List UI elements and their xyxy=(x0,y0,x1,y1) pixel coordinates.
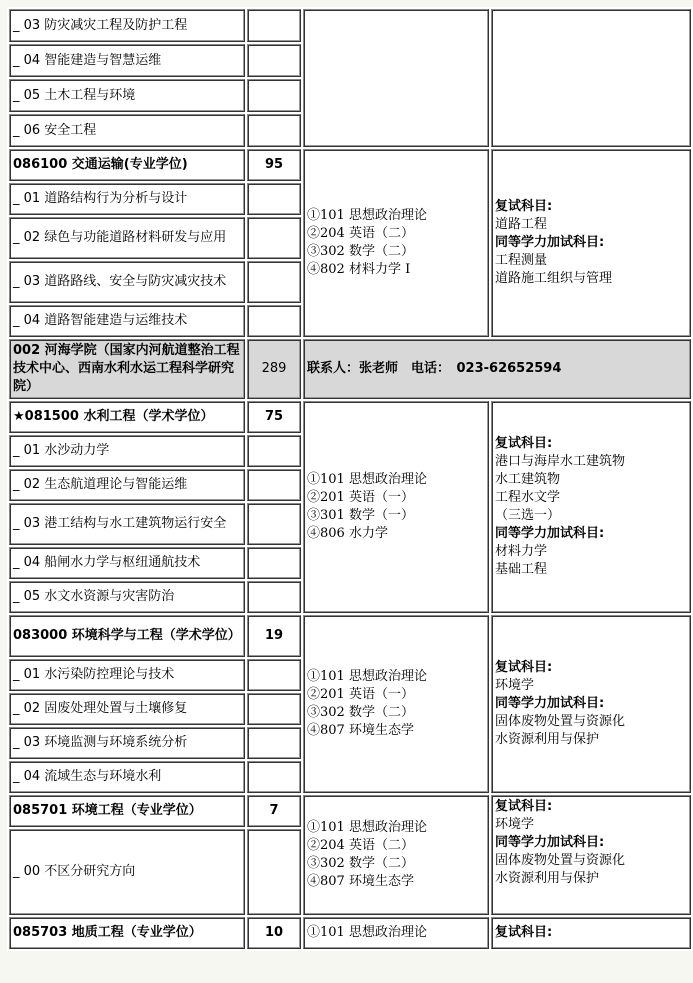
exam-subject: ③301 数学（一） xyxy=(307,508,414,523)
direction-cell: _ 03 港工结构与水工建筑物运行安全 xyxy=(9,503,245,545)
quota-cell xyxy=(247,581,301,613)
exam-subjects-cell xyxy=(303,9,489,147)
major-quota: 7 xyxy=(247,795,301,827)
direction-cell: _ 01 水污染防控理论与技术 xyxy=(9,659,245,691)
retest-cell xyxy=(491,917,691,949)
major-quota: 10 xyxy=(247,917,301,949)
retest-cell xyxy=(491,9,691,147)
major-quota: 19 xyxy=(247,615,301,657)
quota-cell xyxy=(247,761,301,793)
direction-cell: _ 03 道路路线、安全与防灾减灾技术 xyxy=(9,261,245,303)
college-quota: 289 xyxy=(247,339,301,399)
admissions-table xyxy=(7,7,693,951)
retest-cell xyxy=(491,795,691,915)
extra-label: 同等学力加试科目: xyxy=(495,835,605,850)
retest-cell xyxy=(491,401,691,613)
exam-subject: ②201 英语（一） xyxy=(307,687,414,702)
exam-subjects-cell xyxy=(303,149,489,337)
extra-subject: 工程测量 xyxy=(495,253,548,268)
retest-label: 复试科目: xyxy=(495,799,553,814)
quota-cell xyxy=(247,217,301,259)
major-name: 085701 环境工程（专业学位） xyxy=(9,795,245,827)
major-name: 086100 交通运输(专业学位) xyxy=(9,149,245,181)
exam-subjects-cell xyxy=(303,795,489,915)
direction-cell: _ 05 水文水资源与灾害防治 xyxy=(9,581,245,613)
exam-subject: ①101 思想政治理论 xyxy=(307,669,427,684)
direction-cell: _ 04 船闸水力学与枢纽通航技术 xyxy=(9,547,245,579)
direction-cell: _ 06 安全工程 xyxy=(9,114,245,147)
exam-subjects-cell xyxy=(303,917,489,949)
direction-cell: _ 03 防灾减灾工程及防护工程 xyxy=(9,9,245,42)
extra-subject: 水资源利用与保护 xyxy=(495,871,600,886)
extra-subject: 基础工程 xyxy=(495,562,548,577)
retest-subject: 水工建筑物 xyxy=(495,472,561,487)
direction-cell: _ 00 不区分研究方向 xyxy=(9,829,245,915)
direction-cell: _ 04 流域生态与环境水利 xyxy=(9,761,245,793)
quota-cell xyxy=(247,727,301,759)
quota-cell xyxy=(247,693,301,725)
retest-subject: 环境学 xyxy=(495,817,535,832)
direction-cell: _ 02 固废处理处置与土壤修复 xyxy=(9,693,245,725)
major-quota: 95 xyxy=(247,149,301,181)
exam-subject: ①101 思想政治理论 xyxy=(307,208,427,223)
retest-subject: 港口与海岸水工建筑物 xyxy=(495,454,626,469)
exam-subjects-cell xyxy=(303,401,489,613)
retest-label: 复试科目: xyxy=(495,436,553,451)
extra-label: 同等学力加试科目: xyxy=(495,526,605,541)
retest-subject: （三选一） xyxy=(495,508,561,523)
retest-subject: 道路工程 xyxy=(495,217,548,232)
college-contact: 联系人：张老师 电话： 023-62652594 xyxy=(303,339,691,399)
retest-subject: 工程水文学 xyxy=(495,490,561,505)
retest-cell xyxy=(491,149,691,337)
exam-subject: ④807 环境生态学 xyxy=(307,723,414,738)
direction-cell: _ 05 土木工程与环境 xyxy=(9,79,245,112)
exam-subject: ③302 数学（二） xyxy=(307,705,414,720)
direction-cell: _ 04 道路智能建造与运维技术 xyxy=(9,305,245,337)
exam-subject: ④802 材料力学 I xyxy=(307,262,411,277)
college-name: 002 河海学院（国家内河航道整治工程技术中心、西南水利水运工程科学研究院） xyxy=(9,339,245,399)
extra-label: 同等学力加试科目: xyxy=(495,696,605,711)
direction-cell: _ 01 道路结构行为分析与设计 xyxy=(9,183,245,215)
exam-subject: ③302 数学（二） xyxy=(307,856,414,871)
exam-subject: ②204 英语（二） xyxy=(307,226,414,241)
quota-cell xyxy=(247,547,301,579)
extra-subject: 水资源利用与保护 xyxy=(495,732,600,747)
quota-cell xyxy=(247,659,301,691)
extra-subject: 材料力学 xyxy=(495,544,548,559)
direction-cell: _ 01 水沙动力学 xyxy=(9,435,245,467)
extra-label: 同等学力加试科目: xyxy=(495,235,605,250)
quota-cell xyxy=(247,305,301,337)
quota-cell xyxy=(247,114,301,147)
retest-cell xyxy=(491,615,691,793)
major-name: 083000 环境科学与工程（学术学位） xyxy=(9,615,245,657)
quota-cell xyxy=(247,183,301,215)
extra-subject: 固体废物处置与资源化 xyxy=(495,853,626,868)
quota-cell xyxy=(247,503,301,545)
quota-cell xyxy=(247,44,301,77)
exam-subject: ④806 水力学 xyxy=(307,526,388,541)
quota-cell xyxy=(247,261,301,303)
exam-subject: ④807 环境生态学 xyxy=(307,874,414,889)
extra-subject: 固体废物处置与资源化 xyxy=(495,714,626,729)
quota-cell xyxy=(247,829,301,915)
exam-subjects-cell xyxy=(303,615,489,793)
quota-cell xyxy=(247,79,301,112)
exam-subject: ②204 英语（二） xyxy=(307,838,414,853)
retest-label: 复试科目: xyxy=(495,199,553,214)
retest-subject: 环境学 xyxy=(495,678,535,693)
exam-subject: ①101 思想政治理论 xyxy=(307,472,427,487)
quota-cell xyxy=(247,435,301,467)
quota-cell xyxy=(247,469,301,501)
quota-cell xyxy=(247,9,301,42)
direction-cell: _ 04 智能建造与智慧运维 xyxy=(9,44,245,77)
major-name: 085703 地质工程（专业学位） xyxy=(9,917,245,949)
extra-subject: 道路施工组织与管理 xyxy=(495,271,613,286)
direction-cell: _ 02 生态航道理论与智能运维 xyxy=(9,469,245,501)
exam-subject: ①101 思想政治理论 xyxy=(307,925,427,940)
exam-subject: ③302 数学（二） xyxy=(307,244,414,259)
retest-label: 复试科目: xyxy=(495,660,553,675)
retest-label: 复试科目: xyxy=(495,925,553,940)
major-quota: 75 xyxy=(247,401,301,433)
exam-subject: ②201 英语（一） xyxy=(307,490,414,505)
direction-cell: _ 03 环境监测与环境系统分析 xyxy=(9,727,245,759)
direction-cell: _ 02 绿色与功能道路材料研发与应用 xyxy=(9,217,245,259)
major-name: ★081500 水利工程（学术学位） xyxy=(9,401,245,433)
exam-subject: ①101 思想政治理论 xyxy=(307,820,427,835)
page-container xyxy=(7,7,685,951)
